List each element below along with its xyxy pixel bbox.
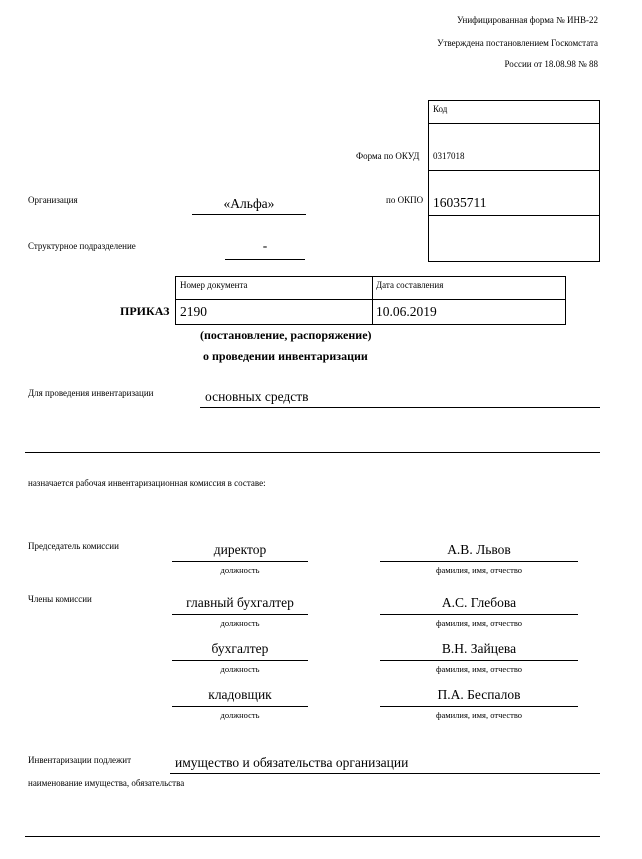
- purpose-underline: [200, 407, 600, 408]
- purpose-value: основных средств: [205, 389, 309, 404]
- approval-text: Утверждена постановлением Госкомстата: [437, 38, 598, 48]
- position-caption: должность: [220, 618, 260, 628]
- commission-position: главный бухгалтер: [186, 595, 294, 610]
- department-value: -: [262, 238, 268, 253]
- doc-number-value: 2190: [180, 304, 207, 319]
- department-label: Структурное подразделение: [28, 241, 136, 251]
- position-underline: [172, 660, 308, 661]
- subject-caption: наименование имущества, обязательства: [28, 778, 185, 788]
- commission-position: директор: [213, 542, 267, 557]
- okpo-value: 16035711: [433, 195, 487, 210]
- subject-underline: [170, 773, 600, 774]
- order-subtitle-2: о проведении инвентаризации: [203, 349, 368, 363]
- order-title: ПРИКАЗ: [120, 304, 170, 318]
- name-underline: [380, 561, 578, 562]
- codes-box: [428, 100, 600, 262]
- members-label: Члены комиссии: [28, 594, 92, 604]
- kod-header: Код: [433, 104, 448, 114]
- okud-label: Форма по ОКУД: [356, 151, 420, 161]
- chair-label: Председатель комиссии: [28, 541, 119, 551]
- commission-intro: назначается рабочая инвентаризационная комиссия в составе:: [28, 478, 266, 488]
- doc-date-value: 10.06.2019: [376, 304, 437, 319]
- okpo-label: по ОКПО: [386, 195, 424, 205]
- position-caption: должность: [220, 565, 260, 575]
- name-caption: фамилия, имя, отчество: [435, 618, 523, 628]
- subject-underline-2: [25, 836, 600, 837]
- position-underline: [172, 706, 308, 707]
- position-caption: должность: [220, 710, 260, 720]
- organization-value: «Альфа»: [223, 196, 275, 211]
- name-caption: фамилия, имя, отчество: [435, 664, 523, 674]
- organization-underline: [192, 214, 306, 215]
- commission-name: А.В. Львов: [447, 542, 511, 557]
- name-underline: [380, 660, 578, 661]
- commission-name: А.С. Глебова: [441, 595, 517, 610]
- commission-position: кладовщик: [208, 687, 272, 702]
- commission-name: П.А. Беспалов: [437, 687, 521, 702]
- purpose-label: Для проведения инвентаризации: [28, 388, 154, 398]
- purpose-underline-2: [25, 452, 600, 453]
- organization-label: Организация: [28, 195, 78, 205]
- position-underline: [172, 561, 308, 562]
- commission-position: бухгалтер: [211, 641, 269, 656]
- doc-number-header: Номер документа: [180, 280, 248, 290]
- approval-date-text: России от 18.08.98 № 88: [504, 59, 598, 69]
- name-underline: [380, 706, 578, 707]
- subject-value: имущество и обязательства организации: [175, 755, 409, 770]
- okud-value: 0317018: [433, 151, 465, 161]
- commission-name: В.Н. Зайцева: [441, 641, 517, 656]
- name-underline: [380, 614, 578, 615]
- name-caption: фамилия, имя, отчество: [435, 565, 523, 575]
- order-subtitle-1: (постановление, распоряжение): [200, 328, 372, 342]
- department-underline: [225, 259, 305, 260]
- position-underline: [172, 614, 308, 615]
- doc-date-header: Дата составления: [376, 280, 444, 290]
- position-caption: должность: [220, 664, 260, 674]
- form-number-text: Унифицированная форма № ИНВ-22: [456, 15, 598, 25]
- name-caption: фамилия, имя, отчество: [435, 710, 523, 720]
- subject-label: Инвентаризации подлежит: [28, 755, 132, 765]
